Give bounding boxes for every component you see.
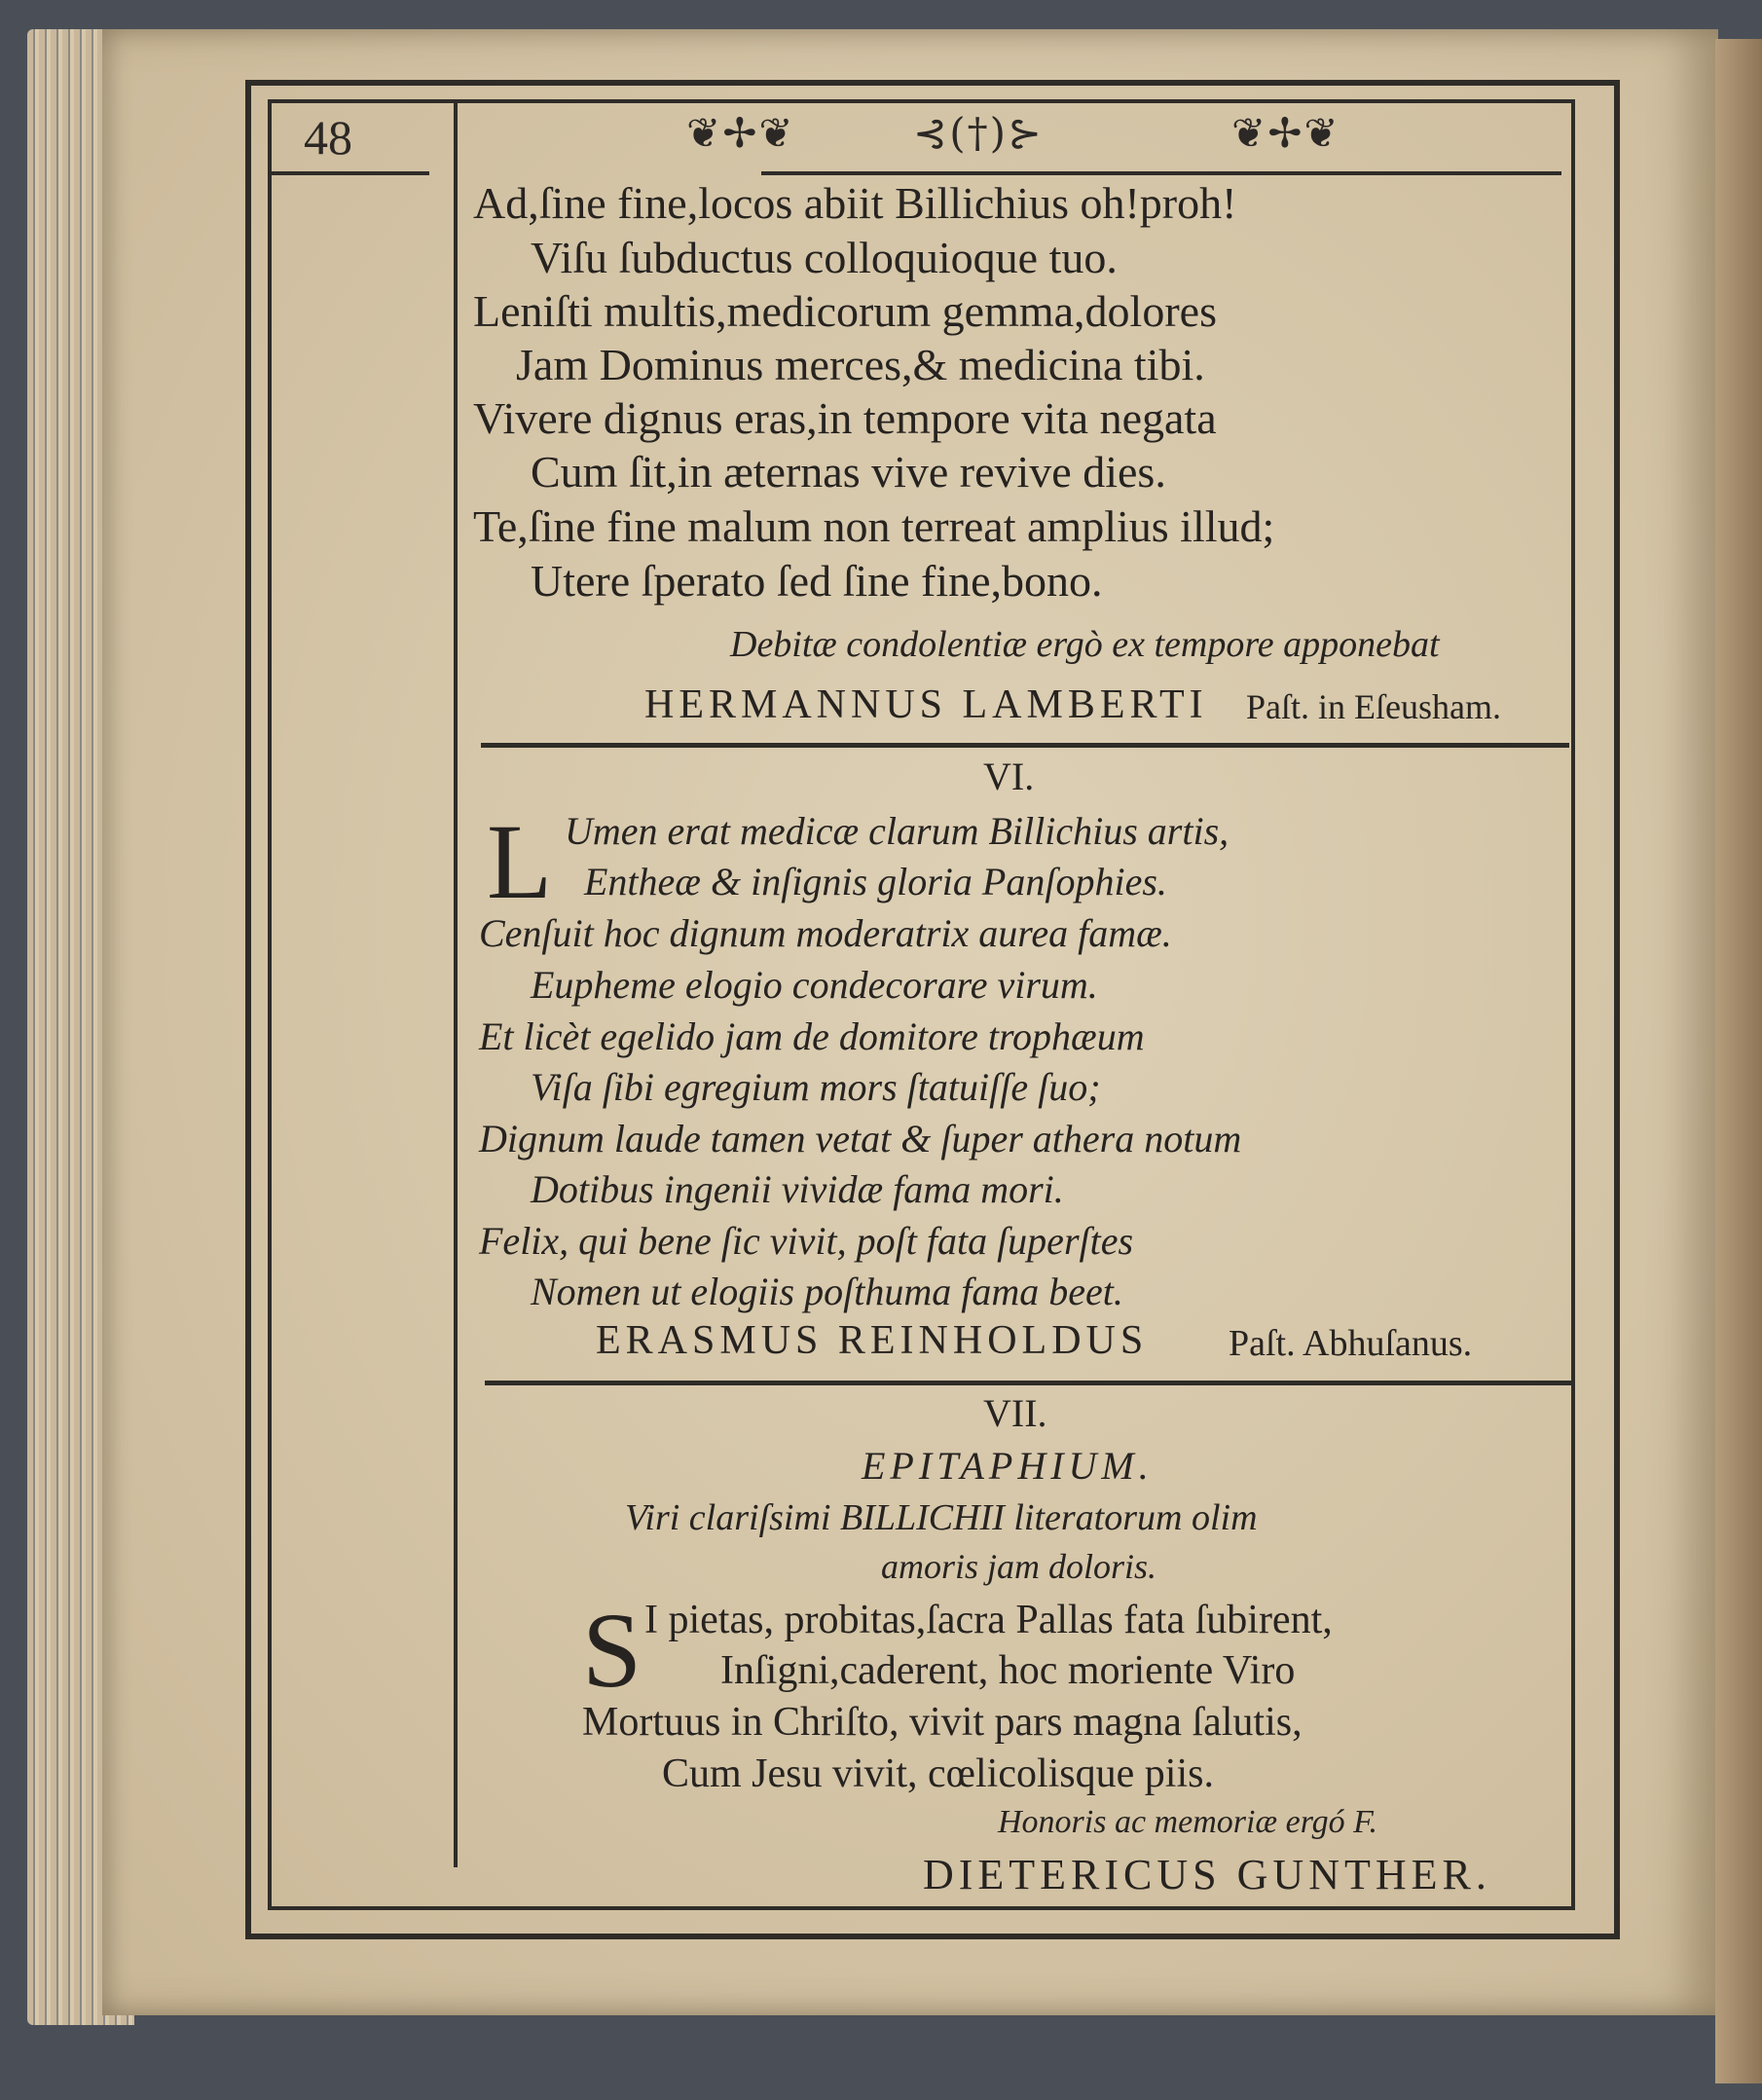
poem5-dedication: Debitæ condolentiæ ergò ex tempore apponebat: [730, 624, 1440, 665]
poem7-heading: EPITAPHIUM.: [862, 1444, 1154, 1488]
poem6-author: ERASMUS REINHOLDUS: [596, 1318, 1149, 1363]
poem6-line: Entheæ & inſignis gloria Panſophies.: [584, 860, 1167, 903]
poem6-line: Felix, qui bene ſic vivit, poſt fata ſuperſtes: [479, 1219, 1134, 1263]
poem5-line: Ad,ſine fine,locos abiit Billichius oh!proh!: [473, 178, 1237, 228]
ornament-center-icon: ⊰(†)⊱: [913, 109, 1045, 157]
poem5-line: Leniſti multis,medicorum gemma,dolores: [473, 286, 1217, 336]
poem6-line: Cenſuit hoc dignum moderatrix aurea famæ.: [479, 911, 1172, 955]
header-rule-left: [272, 171, 429, 175]
page-number: 48: [304, 110, 352, 165]
poem7-subtitle: Viri clariſsimi BILLICHII literatorum olim: [625, 1497, 1258, 1538]
poem5-author-title: Paſt. in Eſeusham.: [1246, 687, 1501, 726]
section-divider: [485, 1381, 1571, 1385]
poem5-line: Te,ſine fine malum non terreat amplius illud;: [473, 501, 1275, 551]
poem6-dropcap: L: [487, 802, 553, 921]
poem7-line: I pietas, probitas,ſacra Pallas fata ſubirent,: [644, 1598, 1333, 1642]
poem7-dedication: Honoris ac memoriæ ergó F.: [998, 1804, 1378, 1840]
poem6-line: Dignum laude tamen vetat & ſuper athera notum: [479, 1117, 1242, 1161]
poem6-line: Et licèt egelido jam de domitore trophæum: [479, 1014, 1145, 1058]
ornament-left-icon: ❦✢❦: [686, 109, 795, 157]
poem5-author: HERMANNUS LAMBERTI: [644, 682, 1208, 727]
poem7-subtitle: amoris jam doloris.: [881, 1547, 1157, 1586]
poem6-number: VI.: [983, 755, 1035, 798]
section-divider: [481, 743, 1569, 748]
poem6-line: Viſa ſibi egregium mors ſtatuiſſe ſuo;: [531, 1065, 1101, 1109]
poem7-line: Mortuus in Chriſto, vivit pars magna ſalutis,: [582, 1700, 1303, 1745]
poem6-line: Dotibus ingenii vividæ fama mori.: [531, 1167, 1064, 1211]
poem6-line: Nomen ut elogiis poſthuma fama beet.: [531, 1270, 1123, 1313]
poem5-line: Cum ſit,in æternas vive revive dies.: [531, 447, 1166, 497]
header-rule: [761, 171, 1561, 175]
poem6-line: Umen erat medicæ clarum Billichius artis,: [565, 809, 1230, 853]
margin-column-rule: [454, 103, 458, 1867]
poem5-line: Vivere dignus eras,in tempore vita negata: [473, 393, 1217, 443]
poem5-line: Utere ſperato ſed ſine fine,bono.: [531, 556, 1103, 606]
poem7-number: VII.: [983, 1391, 1047, 1435]
poem7-dropcap: S: [582, 1591, 642, 1710]
poem5-line: Jam Dominus merces,& medicina tibi.: [516, 340, 1205, 389]
poem6-author-title: Paſt. Abhuſanus.: [1229, 1323, 1473, 1364]
ornament-right-icon: ❦✢❦: [1231, 109, 1340, 157]
poem7-line: Cum Jesu vivit, cœlicolisque piis.: [662, 1751, 1214, 1796]
poem7-line: Inſigni,caderent, hoc moriente Viro: [720, 1648, 1296, 1693]
facing-page-edge: [1715, 39, 1762, 2083]
poem7-author: DIETERICUS GUNTHER.: [923, 1851, 1491, 1898]
poem5-line: Viſu ſubductus colloquioque tuo.: [531, 233, 1118, 282]
poem6-line: Eupheme elogio condecorare virum.: [531, 963, 1098, 1007]
